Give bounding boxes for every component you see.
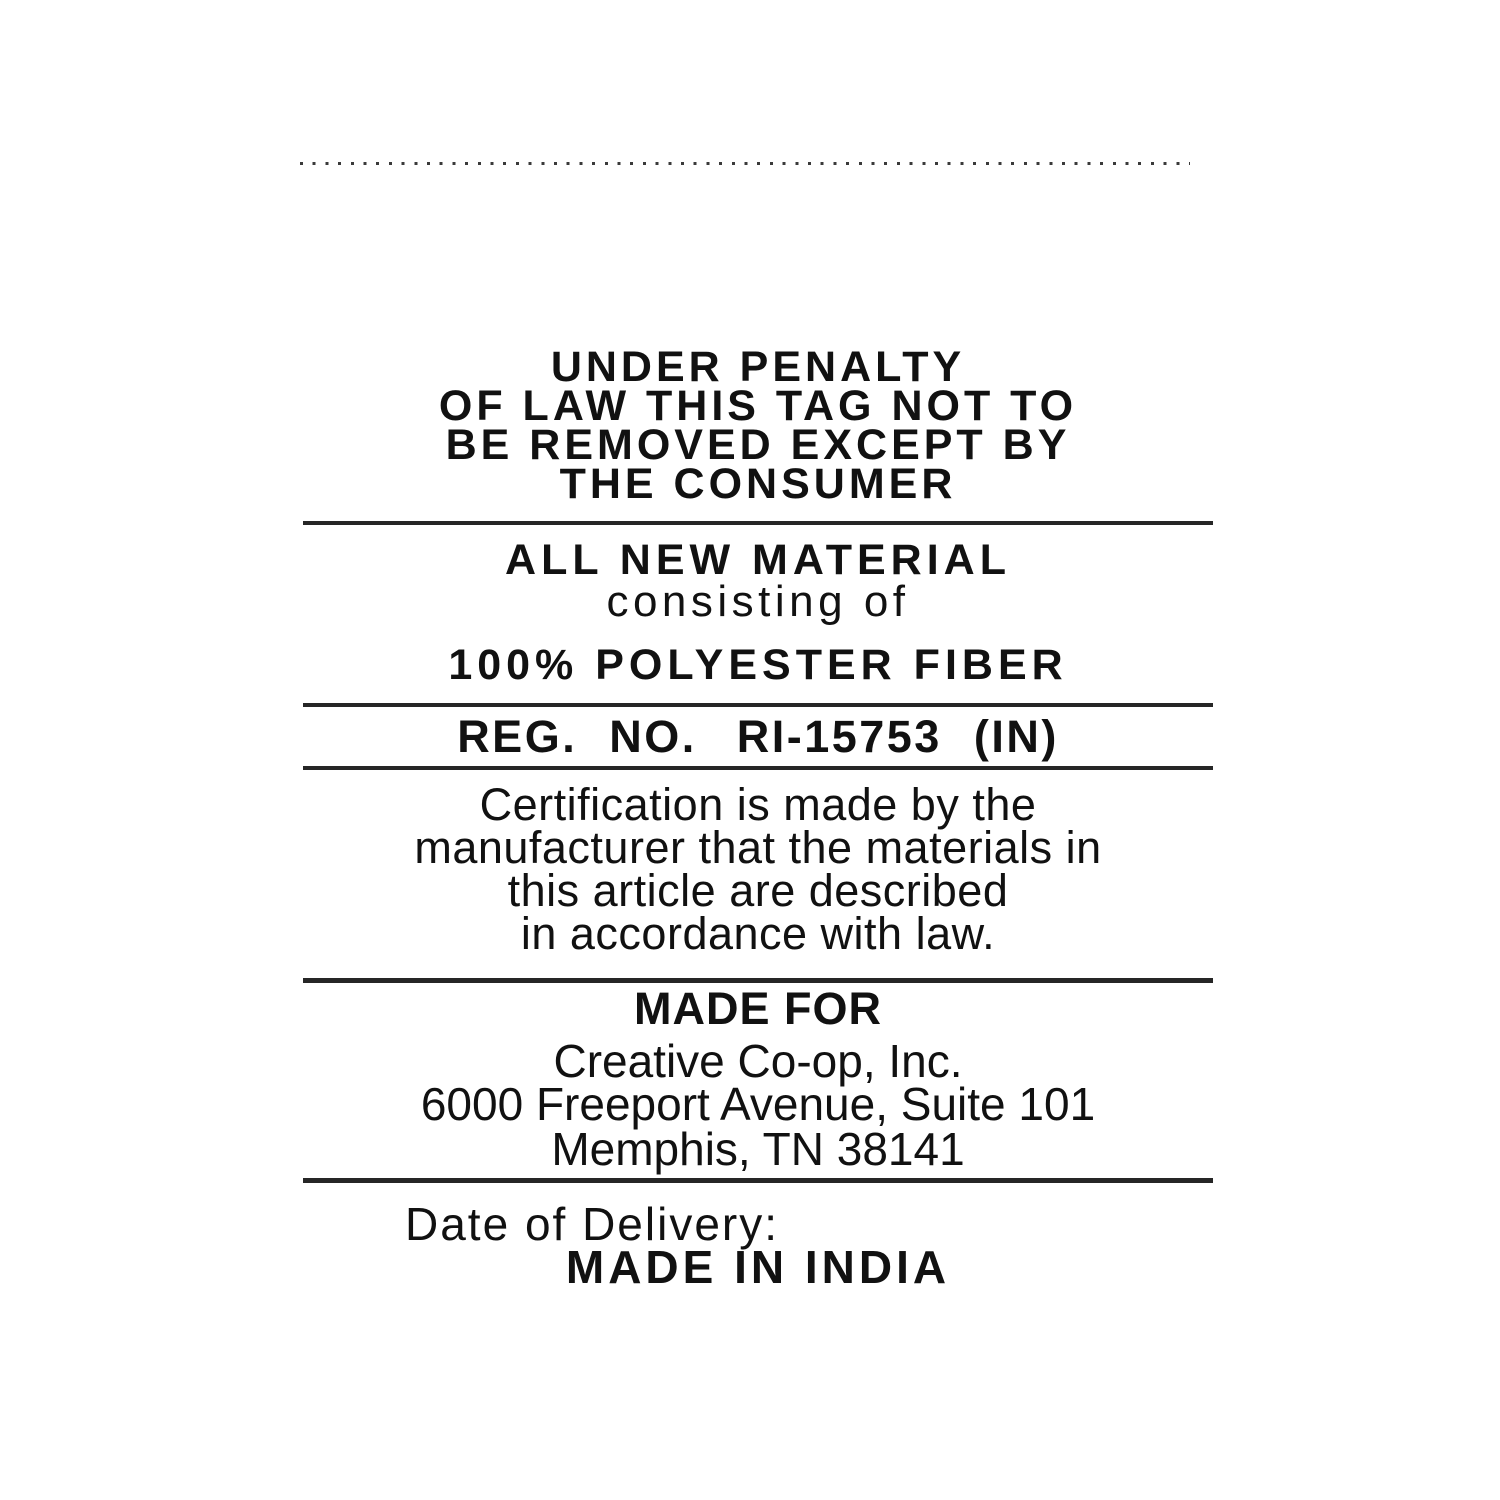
certification-line: Certification is made by the (479, 779, 1037, 830)
registration-label: REG. NO. (457, 711, 697, 762)
penalty-notice-line: BE REMOVED EXCEPT BY (445, 421, 1071, 469)
material-subheading: consisting of (606, 577, 910, 626)
penalty-notice-line: THE CONSUMER (559, 460, 957, 508)
penalty-notice-line: OF LAW THIS TAG NOT TO (438, 382, 1078, 430)
made-for-heading: MADE FOR (634, 983, 882, 1034)
certification-line: manufacturer that the materials in (414, 822, 1102, 873)
company-address-city: Memphis, TN 38141 (551, 1123, 965, 1175)
penalty-notice-line: UNDER PENALTY (550, 343, 966, 391)
registration-number: RI-15753 (IN) (736, 711, 1059, 762)
material-heading: ALL NEW MATERIAL (505, 536, 1011, 584)
delivery-section (303, 0, 1213, 1500)
company-address-street: 6000 Freeport Avenue, Suite 101 (420, 1078, 1096, 1130)
country-of-origin: MADE IN INDIA (565, 1241, 951, 1293)
certification-line: in accordance with law. (520, 908, 996, 959)
material-content: 100% POLYESTER FIBER (448, 641, 1068, 689)
company-name: Creative Co-op, Inc. (553, 1035, 963, 1087)
certification-line: this article are described (507, 865, 1009, 916)
date-of-delivery-label: Date of Delivery: (405, 1198, 780, 1250)
